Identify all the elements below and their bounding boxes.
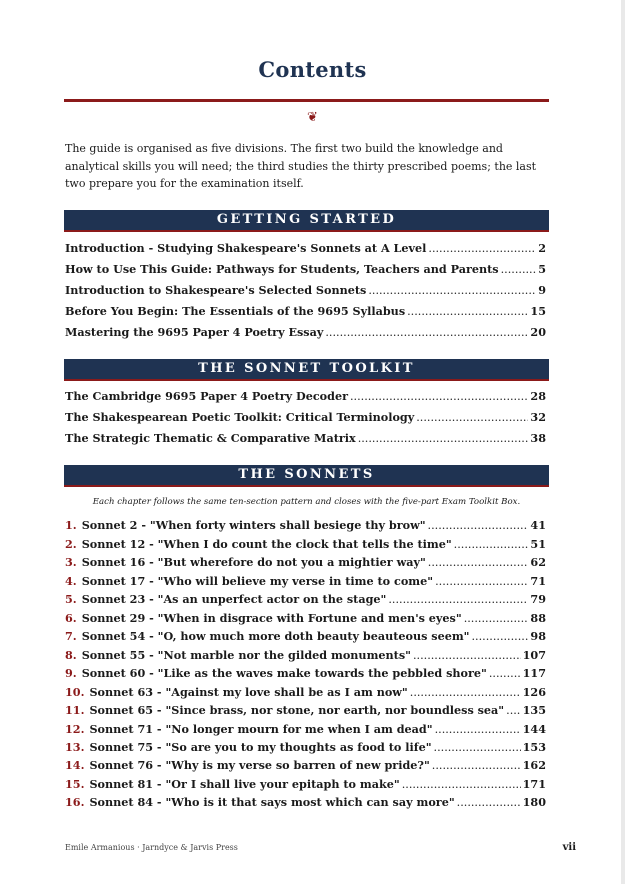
toc-entry[interactable] — [65, 431, 546, 449]
toc-entry-page: 15 — [530, 304, 546, 318]
toc-entry-label: Introduction to Shakespeare's Selected Sonnets — [65, 283, 367, 297]
chapter-number: 4. — [65, 574, 77, 588]
toc-entry[interactable] — [65, 241, 546, 259]
leader-dots — [464, 612, 529, 625]
leader-dots — [501, 263, 537, 276]
toc-entry-page: 38 — [530, 431, 546, 445]
toc-entry[interactable] — [65, 722, 546, 740]
toc-entry-label: Sonnet 17 - "Who will believe my verse in time to come" — [81, 574, 434, 588]
chapter-number: 5. — [65, 592, 77, 606]
chapter-number: 3. — [65, 555, 77, 569]
toc-entry-page: 144 — [522, 722, 546, 736]
section-header-the-sonnets: THE SONNETS — [64, 465, 549, 487]
toc-entry[interactable] — [65, 304, 546, 322]
leader-dots — [435, 575, 528, 588]
toc-entry[interactable] — [65, 518, 546, 536]
leader-dots — [428, 519, 529, 532]
chapter-number: 6. — [65, 611, 77, 625]
toc-entry-label: Sonnet 23 - "As an unperfect actor on the stage" — [81, 592, 387, 606]
chapter-number: 11. — [65, 703, 85, 717]
toc-entry-label: Sonnet 63 - "Against my love shall be as I am now" — [89, 685, 408, 699]
leader-dots — [457, 796, 521, 809]
toc-entry-page: 20 — [530, 325, 546, 339]
toc-entry-label: The Cambridge 9695 Paper 4 Poetry Decoder — [65, 389, 348, 403]
toc-entry-page: 126 — [522, 685, 546, 699]
leader-dots — [407, 305, 528, 318]
toc-entry-page: 171 — [522, 777, 546, 791]
section-header-sonnet-toolkit: THE SONNET TOOLKIT — [64, 359, 549, 381]
toc-entry-label: Mastering the 9695 Paper 4 Poetry Essay — [65, 325, 324, 339]
toc-entry-label: The Strategic Thematic & Comparative Matrix — [65, 431, 356, 445]
leader-dots — [489, 667, 521, 680]
toc-entry[interactable] — [65, 740, 546, 758]
toc-entry-page: 98 — [530, 629, 546, 643]
toc-entry-page: 41 — [530, 518, 546, 532]
toc-entry-page: 71 — [530, 574, 546, 588]
toc-entry-label: Sonnet 75 - "So are you to my thoughts as food to life" — [89, 740, 432, 754]
leader-dots — [428, 242, 536, 255]
toc-entry[interactable] — [65, 574, 546, 592]
leader-dots — [325, 326, 528, 339]
toc-entry-label: Introduction - Studying Shakespeare's Sonnets at A Level — [65, 241, 427, 255]
leader-dots — [506, 704, 521, 717]
toc-entry[interactable] — [65, 537, 546, 555]
chapter-number: 12. — [65, 722, 85, 736]
toc-entry-page: 32 — [530, 410, 546, 424]
toc-entry[interactable] — [65, 325, 546, 343]
page-title: Contents — [258, 57, 367, 82]
toc-entry-page: 28 — [530, 389, 546, 403]
leader-dots — [432, 759, 521, 772]
page-number: vii — [562, 842, 576, 853]
toc-entry[interactable] — [65, 283, 546, 301]
leader-dots — [434, 741, 521, 754]
toc-entry-page: 153 — [522, 740, 546, 754]
toc-entry[interactable] — [65, 685, 546, 703]
page-edge-shadow — [621, 0, 625, 884]
toc-entry[interactable] — [65, 758, 546, 776]
toc-entry[interactable] — [65, 555, 546, 573]
toc-entry[interactable] — [65, 666, 546, 684]
chapter-number: 13. — [65, 740, 85, 754]
toc-entry-label: Sonnet 65 - "Since brass, nor stone, nor earth, nor boundless sea" — [89, 703, 505, 717]
toc-entry-label: Sonnet 29 - "When in disgrace with Fortune and men's eyes" — [81, 611, 462, 625]
toc-entry[interactable] — [65, 410, 546, 428]
toc-entry-page: 9 — [538, 283, 546, 297]
footer-credit: Emile Armanious · Jarndyce & Jarvis Press — [65, 843, 238, 852]
toc-entry-page: 2 — [538, 241, 546, 255]
toc-entry[interactable] — [65, 777, 546, 795]
toc-entry[interactable] — [65, 795, 546, 813]
title-rule — [64, 99, 549, 102]
toc-entry-page: 135 — [522, 703, 546, 717]
chapter-number: 2. — [65, 537, 77, 551]
toc-entry-page: 107 — [522, 648, 546, 662]
section-note: Each chapter follows the same ten-section pattern and closes with the five-part Exam Toolkit Box. — [92, 497, 521, 507]
leader-dots — [388, 593, 528, 606]
chapter-number: 10. — [65, 685, 85, 699]
toc-entry[interactable] — [65, 262, 546, 280]
toc-entry-label: Sonnet 55 - "Not marble nor the gilded monuments" — [81, 648, 411, 662]
toc-entry-label: Sonnet 81 - "Or I shall live your epitaph to make" — [89, 777, 400, 791]
intro-paragraph: The guide is organised as five divisions. The first two build the knowledge and analytical skills you will need; the third studies the thirty prescribed poems; the last two prepare you for the examination itself. — [65, 142, 537, 190]
toc-entry-page: 180 — [522, 795, 546, 809]
leader-dots — [435, 723, 521, 736]
leader-dots — [454, 538, 529, 551]
chapter-number: 14. — [65, 758, 85, 772]
toc-entry-label: Sonnet 76 - "Why is my verse so barren of new pride?" — [89, 758, 430, 772]
toc-entry-page: 5 — [538, 262, 546, 276]
chapter-number: 16. — [65, 795, 85, 809]
leader-dots — [428, 556, 529, 569]
toc-entry-label: Sonnet 54 - "O, how much more doth beauty beauteous seem" — [81, 629, 470, 643]
toc-entry-page: 62 — [530, 555, 546, 569]
leader-dots — [368, 284, 536, 297]
toc-entry-label: Sonnet 2 - "When forty winters shall besiege thy brow" — [81, 518, 426, 532]
toc-entry-label: How to Use This Guide: Pathways for Students, Teachers and Parents — [65, 262, 499, 276]
toc-entry[interactable] — [65, 629, 546, 647]
toc-entry[interactable] — [65, 592, 546, 610]
fleuron-icon: ❦ — [307, 110, 318, 125]
toc-entry[interactable] — [65, 389, 546, 407]
toc-entry-page: 88 — [530, 611, 546, 625]
toc-entry[interactable] — [65, 703, 546, 721]
chapter-number: 1. — [65, 518, 77, 532]
section-header-getting-started: GETTING STARTED — [64, 210, 549, 232]
toc-entry-label: Sonnet 71 - "No longer mourn for me when I am dead" — [89, 722, 433, 736]
toc-entry-page: 51 — [530, 537, 546, 551]
toc-entry-page: 79 — [530, 592, 546, 606]
leader-dots — [358, 432, 529, 445]
leader-dots — [350, 390, 528, 403]
toc-entry-label: Sonnet 84 - "Who is it that says most which can say more" — [89, 795, 455, 809]
toc-entry-label: Before You Begin: The Essentials of the 9695 Syllabus — [65, 304, 406, 318]
toc-entry[interactable] — [65, 611, 546, 629]
leader-dots — [410, 686, 521, 699]
toc-entry-page: 162 — [522, 758, 546, 772]
toc-entry[interactable] — [65, 648, 546, 666]
chapter-number: 7. — [65, 629, 77, 643]
toc-entry-label: Sonnet 12 - "When I do count the clock that tells the time" — [81, 537, 452, 551]
chapter-number: 8. — [65, 648, 77, 662]
toc-entry-label: The Shakespearean Poetic Toolkit: Critical Terminology — [65, 410, 415, 424]
leader-dots — [472, 630, 529, 643]
leader-dots — [402, 778, 521, 791]
toc-entry-label: Sonnet 60 - "Like as the waves make towards the pebbled shore" — [81, 666, 487, 680]
chapter-number: 15. — [65, 777, 85, 791]
chapter-number: 9. — [65, 666, 77, 680]
leader-dots — [416, 411, 528, 424]
leader-dots — [413, 649, 521, 662]
toc-entry-label: Sonnet 16 - "But wherefore do not you a mightier way" — [81, 555, 426, 569]
toc-entry-page: 117 — [522, 666, 546, 680]
